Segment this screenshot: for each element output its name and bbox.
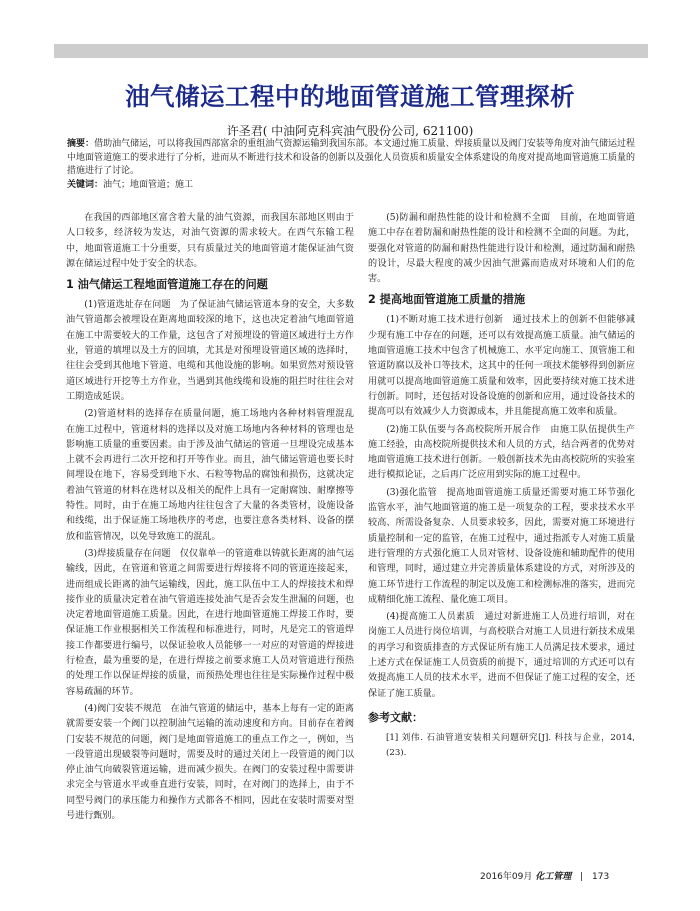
paragraph: (5)防漏和耐热性能的设计和检测不全面 目前，在地面管道施工中存在着防漏和耐热性能的设计和检测不全面的问题。为此，要强化对管道的防漏和耐热性能进行设计和检测，通过防漏和耐热的设计，尽最大程度的减少因油气泄露而造成对环境和人们的危害。	[368, 213, 635, 285]
abstract-label: 摘要：	[67, 139, 95, 149]
section-2-heading: 2 提高地面管道施工质量的措施	[368, 293, 526, 307]
paragraph: (2)管道材料的选择存在质量问题，施工场地内各种材料管理混乱 在施工过程中，管道材料的选择以及对施工场地内各种材料的管理也是影响施工质量的重要因素。由于涉及油气储运的管道一旦埋设完成基本上就不会再进行二次开挖和打开等作业。而且，油气储运管道也要长时间埋设在地下，容易受到地下水、石粒等物品的腐蚀和损伤，这就决定着油气管道的材料在选材以及相关的配件上具有一定耐腐蚀、耐摩擦等特性。同时，由于在施工场地内往往包含了大量的各类管材，设施设备和线缆，出于保证施工场地秩序的考虑，也要注意各类材料、设备的摆放和监管情况，以免导致施工的混乱。	[66, 409, 364, 542]
paragraph: (3)强化监管 提高地面管道施工质量还需要对施工环节强化监管水平，油气地面管道的施工是一项复杂的工程，要求技术水平较高、所需设备复杂、人员要求较多，因此，需要对施工环境进行质量控制和一定的监管，在施工过程中，通过指派专人对施工质量进行管理的方式强化施工人员对管材、设备设施和辅助配件的使用和管理，同时，通过建立并完善质量体系建设的方式，对所涉及的施工环节进行工作流程的制定以及施工和检测标准的落实，进而完成精细化施工流程、量化施工项目。	[368, 487, 635, 605]
paragraph: (1)管道选址存在问题 为了保证油气储运管道本身的安全，大多数油气管道都会被埋设在距离地面较深的地下，这也决定着油气地面管道在施工中需要较大的工作量，这包含了对预埋设的管道区域进行土方作业，管道的填埋以及土方的回填，尤其是对预埋设管道区域的选择时，往往会受到其他地下管道、电缆和其他设施的影响。如果贸然对预设管道区域进行开挖等土方作业，当遇到其他线缆和设施的阻拦时往往会对工期造成延误。	[66, 300, 354, 402]
article-title: 油气储运工程中的地面管道施工管理探析	[125, 82, 575, 111]
abstract-block	[67, 138, 635, 192]
paragraph: (4)提高施工人员素质 通过对新进施工人员进行培训，对在岗施工人员进行岗位培训，与高校联合对施工人员进行新技术成果的再学习和资质排查的方式保证所有施工人员满足技术要求，通过上述方式在保证施工人员资质的前提下，通过培训的方式还可以有效提高施工人员的技术水平，进而不但保证了施工过程的安全，还保证了施工质量。	[368, 612, 635, 699]
left-column	[66, 211, 364, 826]
paragraph: (2)施工队伍要与各高校院所开展合作 由施工队伍提供生产施工经验，由高校院所提供技术和人员的方式，结合两者的优势对地面管道施工技术进行创新。一般创新技术先由高校院所的实验室进行模拟论证，之后再广泛应用到实际的施工过程中。	[368, 424, 635, 481]
paragraph: (3)焊接质量存在问题 仅仅靠单一的管道难以铸就长距离的油气运输线，因此，在管道和管道之间需要进行焊接将不同的管道连接起来，进而组成长距离的油气运输线，因此，施工队伍中工人的焊接技术和焊接作业的质量决定着在油气管道连接处油气是否会发生泄漏的问题，也决定着地面管道施工质量。因此，在进行地面管道施工焊接工作时，要保证施工作业根据相关工作流程和标准进行，同时，凡是完工的管道焊接工作都要进行编号，以保证验收人员能够一一对应的对管道的焊接进行检查，最为重要的是，在进行焊接之前要求施工人员对管道进行预热的处理工作以保证焊接的质量，而预热处理也往往是实际操作过程中极容易疏漏的环节。	[66, 548, 354, 697]
keywords-text: 油气；地面管道；施工	[103, 179, 194, 190]
page-number: 173	[592, 872, 610, 882]
references-heading: 参考文献：	[368, 710, 423, 724]
author-line: 许圣君( 中油阿克科宾油气股份公司, 621100)	[226, 124, 474, 138]
header-bar	[54, 44, 648, 58]
section-1-heading: 1 油气储运工程地面管道施工存在的问题	[66, 278, 268, 292]
issue-date: 2016年09月	[480, 872, 533, 882]
keywords-label: 关键词：	[67, 179, 104, 190]
keywords	[67, 179, 635, 193]
paragraph: (4)阀门安装不规范 在油气管道的储运中，基本上每有一定的距离就需要安装一个阀门以控制油气运输的流动速度和方向。目前存在着阀门安装不规范的问题，阀门是地面管道施工的重点工作之一，例如，当一段管道出现破裂等问题时，需要及时的通过关闭上一段管道的阀门以停止油气向破裂管道运输，进而减少损失。在阀门的安装过程中需要讲求完全与管道水平或垂直进行安装，同时，在对阀门的选择上，由于不同型号阀门的承压能力和操作方式都各不相同，因此在安装时需要对型号进行甄别。	[66, 703, 354, 821]
magazine-name: 化工管理	[535, 872, 572, 882]
intro-paragraph: 在我国的西部地区富含着大量的油气资源，而我国东部地区则由于人口较多，经济较为发达，对油气资源的需求较大。在西气东输工程中，地面管道施工十分重要，只有质量过关的地面管道才能保证油气资源在储运过程中处于安全的状态。	[66, 213, 354, 269]
page-footer	[480, 869, 660, 882]
right-column	[368, 211, 635, 762]
abstract-text: 借助油气储运，可以将我国西部富余的重组油气资源运输到我国东部。本文通过施工质量、焊接质量以及阀门安装等角度对油气储运过程中地面管道施工的要求进行了分析，进而从不断进行技术和设备的创新以及强化人员资质和质量安全体系建设的角度对提高地面管道施工质量的措施进行了讨论。	[67, 139, 635, 176]
footer-divider: |	[580, 872, 584, 882]
abstract	[67, 138, 635, 179]
paragraph: (1)不断对施工技术进行创新 通过技术上的创新不但能够减少现有施工中存在的问题，还可以有效提高施工质量。油气储运的地面管道施工技术中包含了机械施工、水平定向施工、顶管施工和管道防腐以及补口等技术，这其中的任何一项技术能够得到创新应用就可以提高地面管道施工质量和效率，因此要持续对施工技术进行创新。同时，还包括对设备设施的创新和应用，通过设备技术的提高可以有效减少人力资源成本，并且能提高施工效率和质量。	[368, 315, 635, 418]
reference-item: [1] 刘伟. 石油管道安装相关问题研究[J]. 科技与企业，2014, (23).	[386, 733, 635, 758]
